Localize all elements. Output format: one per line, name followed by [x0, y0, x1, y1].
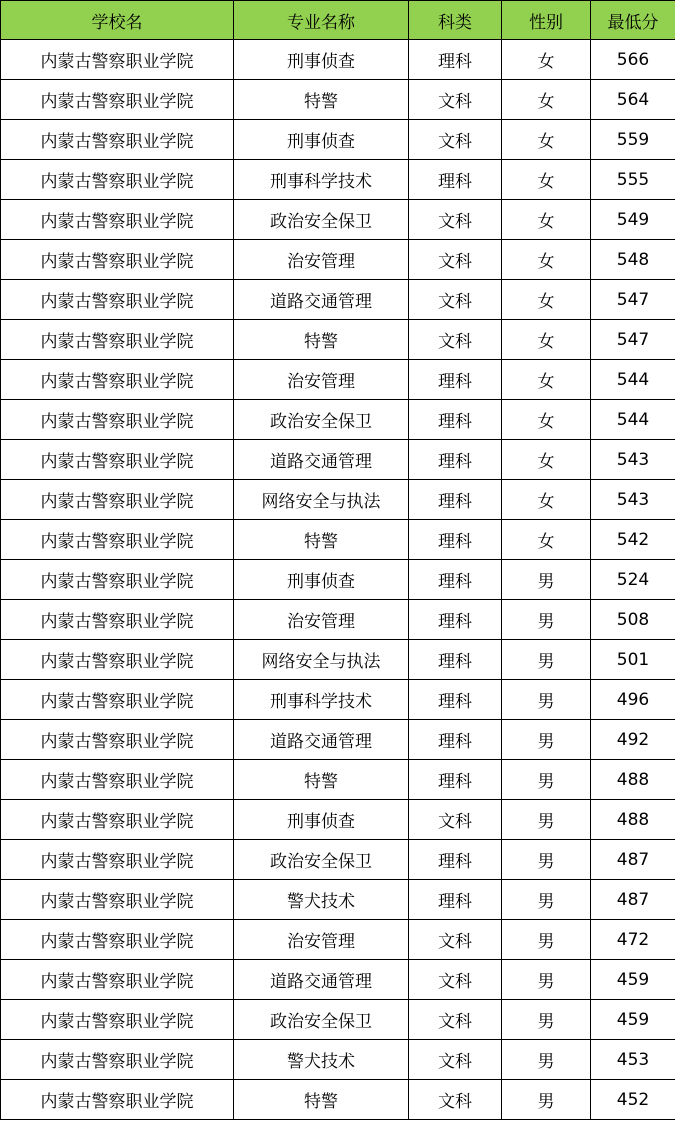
table-row [1, 800, 675, 840]
cell-school-name: 内蒙古警察职业学院 [1, 40, 234, 80]
cell-school-name: 内蒙古警察职业学院 [1, 480, 234, 520]
cell-school-name: 内蒙古警察职业学院 [1, 560, 234, 600]
cell-school-name: 内蒙古警察职业学院 [1, 80, 234, 120]
cell-major-name: 刑事侦查 [234, 560, 409, 600]
cell-gender: 女 [502, 120, 591, 160]
header-major-name: 专业名称 [234, 1, 409, 40]
cell-school-name: 内蒙古警察职业学院 [1, 960, 234, 1000]
cell-school-name: 内蒙古警察职业学院 [1, 800, 234, 840]
cell-subject-category: 文科 [409, 240, 502, 280]
cell-gender: 男 [502, 880, 591, 920]
cell-subject-category: 理科 [409, 880, 502, 920]
cell-gender: 男 [502, 1000, 591, 1040]
table-row [1, 640, 675, 680]
header-subject-category: 科类 [409, 1, 502, 40]
cell-gender: 男 [502, 920, 591, 960]
table-row [1, 240, 675, 280]
cell-major-name: 治安管理 [234, 240, 409, 280]
cell-min-score: 544 [591, 400, 675, 440]
cell-subject-category: 理科 [409, 560, 502, 600]
table-row [1, 600, 675, 640]
cell-major-name: 警犬技术 [234, 1040, 409, 1080]
cell-gender: 男 [502, 720, 591, 760]
cell-min-score: 566 [591, 40, 675, 80]
cell-major-name: 政治安全保卫 [234, 840, 409, 880]
cell-major-name: 道路交通管理 [234, 440, 409, 480]
cell-subject-category: 文科 [409, 120, 502, 160]
cell-school-name: 内蒙古警察职业学院 [1, 720, 234, 760]
cell-min-score: 453 [591, 1040, 675, 1080]
cell-min-score: 472 [591, 920, 675, 960]
cell-gender: 女 [502, 360, 591, 400]
cell-major-name: 政治安全保卫 [234, 400, 409, 440]
cell-school-name: 内蒙古警察职业学院 [1, 920, 234, 960]
cell-subject-category: 理科 [409, 160, 502, 200]
cell-school-name: 内蒙古警察职业学院 [1, 600, 234, 640]
cell-min-score: 543 [591, 480, 675, 520]
cell-subject-category: 文科 [409, 1080, 502, 1120]
cell-min-score: 547 [591, 320, 675, 360]
cell-school-name: 内蒙古警察职业学院 [1, 760, 234, 800]
header-row [1, 1, 675, 40]
cell-major-name: 政治安全保卫 [234, 200, 409, 240]
cell-subject-category: 文科 [409, 280, 502, 320]
cell-subject-category: 文科 [409, 800, 502, 840]
table-row [1, 160, 675, 200]
cell-subject-category: 文科 [409, 1000, 502, 1040]
cell-major-name: 特警 [234, 520, 409, 560]
cell-min-score: 508 [591, 600, 675, 640]
cell-gender: 男 [502, 640, 591, 680]
cell-min-score: 459 [591, 960, 675, 1000]
cell-subject-category: 理科 [409, 760, 502, 800]
cell-gender: 女 [502, 240, 591, 280]
table-row [1, 520, 675, 560]
table-row [1, 1040, 675, 1080]
table-row [1, 320, 675, 360]
table-row [1, 80, 675, 120]
cell-major-name: 治安管理 [234, 360, 409, 400]
cell-subject-category: 理科 [409, 480, 502, 520]
table-row [1, 760, 675, 800]
cell-min-score: 555 [591, 160, 675, 200]
table-row [1, 1000, 675, 1040]
cell-min-score: 488 [591, 760, 675, 800]
table-row [1, 120, 675, 160]
table-row [1, 1080, 675, 1120]
table-row [1, 440, 675, 480]
cell-school-name: 内蒙古警察职业学院 [1, 400, 234, 440]
cell-major-name: 道路交通管理 [234, 960, 409, 1000]
cell-school-name: 内蒙古警察职业学院 [1, 680, 234, 720]
cell-gender: 女 [502, 160, 591, 200]
cell-min-score: 488 [591, 800, 675, 840]
cell-min-score: 549 [591, 200, 675, 240]
cell-subject-category: 文科 [409, 320, 502, 360]
cell-gender: 男 [502, 840, 591, 880]
table-row [1, 400, 675, 440]
cell-major-name: 网络安全与执法 [234, 480, 409, 520]
cell-gender: 女 [502, 480, 591, 520]
cell-school-name: 内蒙古警察职业学院 [1, 240, 234, 280]
cell-min-score: 496 [591, 680, 675, 720]
cell-school-name: 内蒙古警察职业学院 [1, 640, 234, 680]
cell-subject-category: 理科 [409, 840, 502, 880]
cell-subject-category: 理科 [409, 440, 502, 480]
cell-min-score: 548 [591, 240, 675, 280]
cell-school-name: 内蒙古警察职业学院 [1, 520, 234, 560]
cell-school-name: 内蒙古警察职业学院 [1, 200, 234, 240]
header-gender: 性别 [502, 1, 591, 40]
cell-subject-category: 文科 [409, 960, 502, 1000]
table-row [1, 720, 675, 760]
cell-subject-category: 理科 [409, 680, 502, 720]
cell-gender: 男 [502, 560, 591, 600]
cell-subject-category: 文科 [409, 200, 502, 240]
cell-major-name: 特警 [234, 320, 409, 360]
cell-major-name: 道路交通管理 [234, 280, 409, 320]
cell-school-name: 内蒙古警察职业学院 [1, 280, 234, 320]
header-min-score: 最低分 [591, 1, 675, 40]
cell-major-name: 治安管理 [234, 600, 409, 640]
cell-gender: 女 [502, 280, 591, 320]
cell-gender: 女 [502, 40, 591, 80]
cell-major-name: 刑事科学技术 [234, 680, 409, 720]
cell-major-name: 刑事科学技术 [234, 160, 409, 200]
cell-school-name: 内蒙古警察职业学院 [1, 1080, 234, 1120]
cell-gender: 女 [502, 80, 591, 120]
table-row [1, 920, 675, 960]
cell-major-name: 道路交通管理 [234, 720, 409, 760]
table-row [1, 880, 675, 920]
cell-school-name: 内蒙古警察职业学院 [1, 440, 234, 480]
cell-gender: 男 [502, 600, 591, 640]
cell-subject-category: 文科 [409, 1040, 502, 1080]
cell-subject-category: 理科 [409, 360, 502, 400]
cell-gender: 女 [502, 400, 591, 440]
table-row [1, 560, 675, 600]
table-row [1, 280, 675, 320]
cell-min-score: 487 [591, 840, 675, 880]
cell-major-name: 特警 [234, 80, 409, 120]
cell-subject-category: 理科 [409, 600, 502, 640]
cell-school-name: 内蒙古警察职业学院 [1, 1000, 234, 1040]
cell-gender: 女 [502, 200, 591, 240]
cell-min-score: 459 [591, 1000, 675, 1040]
table-row [1, 360, 675, 400]
cell-min-score: 542 [591, 520, 675, 560]
cell-gender: 男 [502, 800, 591, 840]
cell-major-name: 治安管理 [234, 920, 409, 960]
cell-subject-category: 理科 [409, 640, 502, 680]
cell-gender: 男 [502, 680, 591, 720]
cell-subject-category: 文科 [409, 920, 502, 960]
table-row [1, 200, 675, 240]
cell-min-score: 452 [591, 1080, 675, 1120]
cell-school-name: 内蒙古警察职业学院 [1, 360, 234, 400]
cell-major-name: 刑事侦查 [234, 40, 409, 80]
cell-gender: 女 [502, 440, 591, 480]
cell-major-name: 网络安全与执法 [234, 640, 409, 680]
cell-major-name: 特警 [234, 760, 409, 800]
cell-school-name: 内蒙古警察职业学院 [1, 160, 234, 200]
table-body [1, 40, 675, 1120]
cell-subject-category: 理科 [409, 40, 502, 80]
cell-min-score: 559 [591, 120, 675, 160]
cell-school-name: 内蒙古警察职业学院 [1, 880, 234, 920]
cell-min-score: 564 [591, 80, 675, 120]
cell-subject-category: 理科 [409, 400, 502, 440]
cell-subject-category: 理科 [409, 520, 502, 560]
cell-subject-category: 理科 [409, 720, 502, 760]
table-header [1, 1, 675, 40]
cell-min-score: 487 [591, 880, 675, 920]
table-row [1, 40, 675, 80]
table-row [1, 680, 675, 720]
table-row [1, 960, 675, 1000]
cell-major-name: 政治安全保卫 [234, 1000, 409, 1040]
cell-gender: 女 [502, 520, 591, 560]
cell-school-name: 内蒙古警察职业学院 [1, 120, 234, 160]
cell-major-name: 特警 [234, 1080, 409, 1120]
cell-min-score: 547 [591, 280, 675, 320]
cell-min-score: 544 [591, 360, 675, 400]
cell-min-score: 501 [591, 640, 675, 680]
cell-school-name: 内蒙古警察职业学院 [1, 320, 234, 360]
table-row [1, 480, 675, 520]
header-school-name: 学校名 [1, 1, 234, 40]
cell-gender: 男 [502, 1080, 591, 1120]
cell-min-score: 524 [591, 560, 675, 600]
table-row [1, 840, 675, 880]
cell-gender: 男 [502, 1040, 591, 1080]
cell-gender: 女 [502, 320, 591, 360]
cell-subject-category: 文科 [409, 80, 502, 120]
cell-gender: 男 [502, 760, 591, 800]
cell-major-name: 刑事侦查 [234, 120, 409, 160]
cell-gender: 男 [502, 960, 591, 1000]
cell-major-name: 刑事侦查 [234, 800, 409, 840]
cell-school-name: 内蒙古警察职业学院 [1, 840, 234, 880]
cell-major-name: 警犬技术 [234, 880, 409, 920]
cell-school-name: 内蒙古警察职业学院 [1, 1040, 234, 1080]
cell-min-score: 543 [591, 440, 675, 480]
cell-min-score: 492 [591, 720, 675, 760]
